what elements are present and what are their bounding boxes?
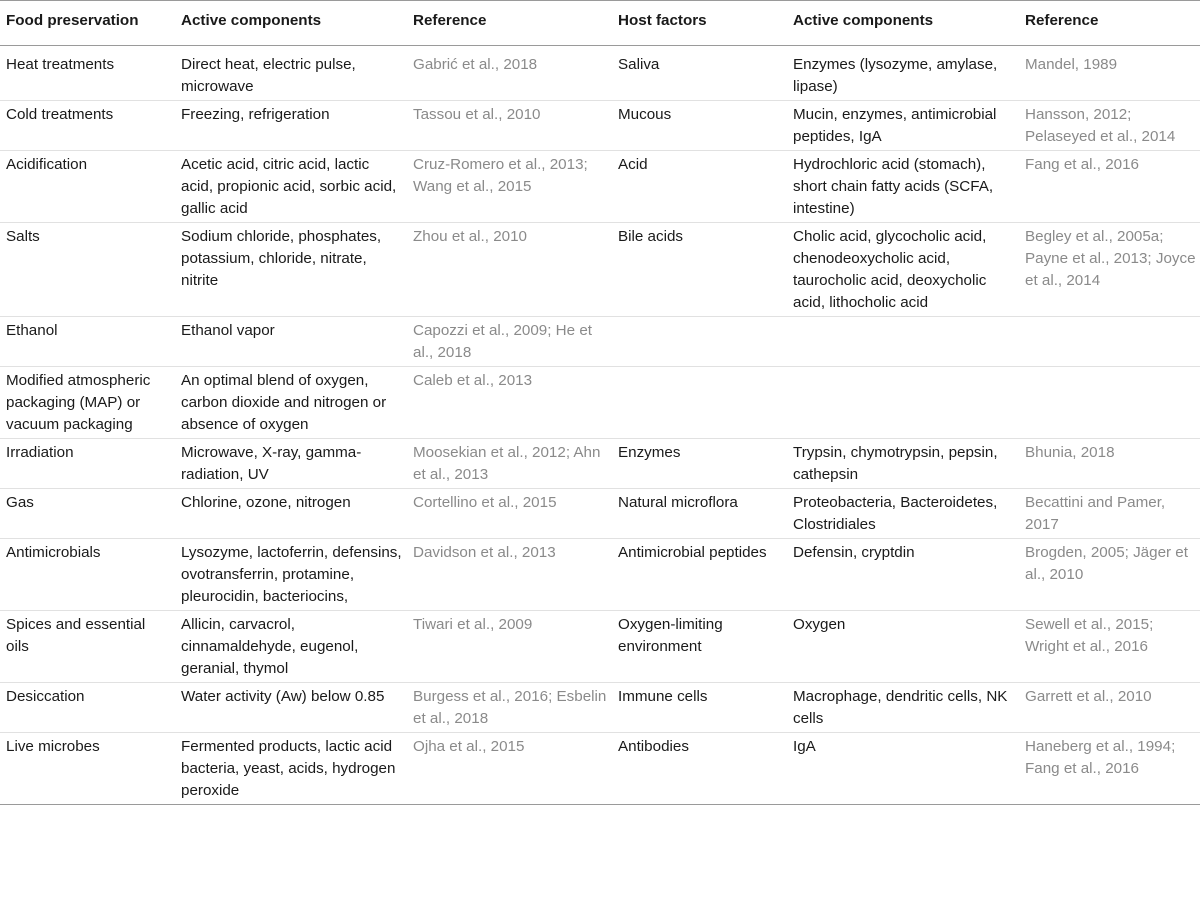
host-active-components-cell: Trypsin, chymotrypsin, pepsin, cathepsin xyxy=(793,444,998,483)
host-reference-cell: Garrett et al., 2010 xyxy=(1025,688,1152,705)
host-reference-cell xyxy=(1019,367,1200,439)
host-active-components-cell: Macrophage, dendritic cells, NK cells xyxy=(793,688,1008,727)
host-reference-cell: Hansson, 2012; Pelaseyed et al., 2014 xyxy=(1025,106,1176,145)
host-reference-cell: Begley et al., 2005a; Payne et al., 2013; Joyce et al., 2014 xyxy=(1025,228,1196,289)
food-active-components-cell: Fermented products, lactic acid bacteria, yeast, acids, hydrogen peroxide xyxy=(181,738,396,799)
food-preservation-cell: Cold treatments xyxy=(6,106,114,123)
host-reference-cell xyxy=(1019,317,1200,367)
table-row xyxy=(0,489,1200,539)
header-reference-host: Reference xyxy=(1025,12,1099,29)
host-reference-cell: Sewell et al., 2015; Wright et al., 2016 xyxy=(1025,616,1154,655)
table-header xyxy=(0,1,1200,46)
food-preservation-cell: Salts xyxy=(6,228,40,245)
host-factor-cell: Antimicrobial peptides xyxy=(618,544,767,561)
host-active-components-cell xyxy=(787,317,1019,367)
food-reference-cell: Moosekian et al., 2012; Ahn et al., 2013 xyxy=(413,444,601,483)
host-factor-cell: Bile acids xyxy=(618,228,683,245)
food-active-components-cell: Lysozyme, lactoferrin, defensins, ovotransferrin, protamine, pleurocidin, bacteriocins, xyxy=(181,544,402,605)
host-factor-cell xyxy=(612,367,787,439)
food-preservation-cell: Live microbes xyxy=(6,738,100,755)
table-row xyxy=(0,439,1200,489)
header-active-components-host: Active components xyxy=(793,12,934,29)
host-active-components-cell: Oxygen xyxy=(793,616,846,633)
table-row xyxy=(0,46,1200,101)
table-row xyxy=(0,683,1200,733)
host-active-components-cell: Proteobacteria, Bacteroidetes, Clostridiales xyxy=(793,494,998,533)
food-reference-cell: Gabrić et al., 2018 xyxy=(413,56,538,73)
food-reference-cell: Ojha et al., 2015 xyxy=(413,738,525,755)
host-active-components-cell: Cholic acid, glycocholic acid, chenodeoxycholic acid, taurocholic acid, deoxycholic acid, lithocholic acid xyxy=(793,228,987,311)
food-reference-cell: Zhou et al., 2010 xyxy=(413,228,527,245)
host-active-components-cell: IgA xyxy=(793,738,816,755)
host-factor-cell: Acid xyxy=(618,156,648,173)
host-factor-cell: Oxygen-limiting environment xyxy=(618,616,723,655)
host-active-components-cell xyxy=(787,367,1019,439)
host-reference-cell: Mandel, 1989 xyxy=(1025,56,1118,73)
host-reference-cell: Haneberg et al., 1994; Fang et al., 2016 xyxy=(1025,738,1176,777)
food-reference-cell: Davidson et al., 2013 xyxy=(413,544,556,561)
food-preservation-cell: Heat treatments xyxy=(6,56,115,73)
table-row xyxy=(0,611,1200,683)
food-active-components-cell: Chlorine, ozone, nitrogen xyxy=(181,494,351,511)
food-active-components-cell: Water activity (Aw) below 0.85 xyxy=(181,688,385,705)
table-row xyxy=(0,317,1200,367)
host-factor-cell: Enzymes xyxy=(618,444,681,461)
host-factor-cell: Mucous xyxy=(618,106,672,123)
header-host-factors: Host factors xyxy=(618,12,707,29)
table-row xyxy=(0,733,1200,805)
food-preservation-cell: Antimicrobials xyxy=(6,544,101,561)
table-row xyxy=(0,101,1200,151)
table-row xyxy=(0,223,1200,317)
food-preservation-cell: Modified atmospheric packaging (MAP) or vacuum packaging xyxy=(6,372,151,433)
food-reference-cell: Tiwari et al., 2009 xyxy=(413,616,533,633)
food-reference-cell: Cruz-Romero et al., 2013; Wang et al., 2015 xyxy=(413,156,588,195)
food-active-components-cell: Direct heat, electric pulse, microwave xyxy=(181,56,356,95)
food-active-components-cell: Freezing, refrigeration xyxy=(181,106,330,123)
food-preservation-cell: Acidification xyxy=(6,156,88,173)
food-preservation-cell: Gas xyxy=(6,494,34,511)
food-reference-cell: Tassou et al., 2010 xyxy=(413,106,541,123)
host-reference-cell: Fang et al., 2016 xyxy=(1025,156,1139,173)
food-preservation-cell: Ethanol xyxy=(6,322,58,339)
host-active-components-cell: Mucin, enzymes, antimicrobial peptides, IgA xyxy=(793,106,997,145)
host-factor-cell: Antibodies xyxy=(618,738,689,755)
food-preservation-cell: Spices and essential oils xyxy=(6,616,146,655)
host-factor-cell: Natural microflora xyxy=(618,494,738,511)
host-reference-cell: Bhunia, 2018 xyxy=(1025,444,1115,461)
host-reference-cell: Brogden, 2005; Jäger et al., 2010 xyxy=(1025,544,1188,583)
food-active-components-cell: Ethanol vapor xyxy=(181,322,275,339)
food-preservation-cell: Desiccation xyxy=(6,688,85,705)
food-reference-cell: Caleb et al., 2013 xyxy=(413,372,533,389)
food-reference-cell: Cortellino et al., 2015 xyxy=(413,494,557,511)
host-reference-cell: Becattini and Pamer, 2017 xyxy=(1025,494,1166,533)
header-active-components-food: Active components xyxy=(181,12,322,29)
food-active-components-cell: Microwave, X-ray, gamma-radiation, UV xyxy=(181,444,362,483)
food-active-components-cell: Sodium chloride, phosphates, potassium, chloride, nitrate, nitrite xyxy=(181,228,382,289)
food-reference-cell: Capozzi et al., 2009; He et al., 2018 xyxy=(413,322,592,361)
food-reference-cell: Burgess et al., 2016; Esbelin et al., 2018 xyxy=(413,688,607,727)
food-active-components-cell: An optimal blend of oxygen, carbon dioxide and nitrogen or absence of oxygen xyxy=(181,372,387,433)
host-factor-cell xyxy=(612,317,787,367)
table-row xyxy=(0,151,1200,223)
table-row xyxy=(0,367,1200,439)
table-row xyxy=(0,539,1200,611)
header-row xyxy=(0,1,1200,46)
host-active-components-cell: Enzymes (lysozyme, amylase, lipase) xyxy=(793,56,998,95)
host-factor-cell: Immune cells xyxy=(618,688,708,705)
host-active-components-cell: Hydrochloric acid (stomach), short chain fatty acids (SCFA, intestine) xyxy=(793,156,994,217)
food-preservation-cell: Irradiation xyxy=(6,444,74,461)
food-active-components-cell: Allicin, carvacrol, cinnamaldehyde, eugenol, geranial, thymol xyxy=(181,616,359,677)
host-active-components-cell: Defensin, cryptdin xyxy=(793,544,915,561)
header-reference-food: Reference xyxy=(413,12,487,29)
food-active-components-cell: Acetic acid, citric acid, lactic acid, propionic acid, sorbic acid, gallic acid xyxy=(181,156,397,217)
host-factor-cell: Saliva xyxy=(618,56,660,73)
header-food-preservation: Food preservation xyxy=(6,12,139,29)
table-body xyxy=(0,46,1200,805)
